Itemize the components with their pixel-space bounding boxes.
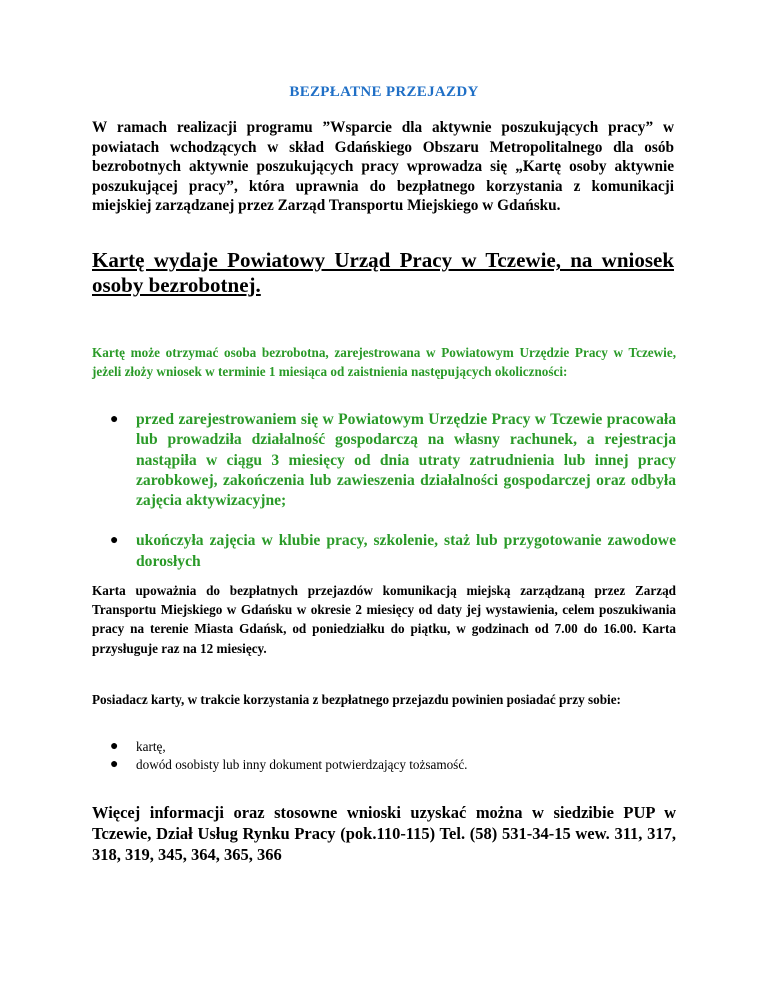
list-item-text: dowód osobisty lub inny dokument potwierdzający tożsamość. (136, 756, 468, 772)
condition-item (110, 531, 676, 572)
condition-text: przed zarejestrowaniem się w Powiatowym Urzędzie Pracy w Tczewie pracowała lub prowadziła działalność gospodarczą na własny rachunek, a rejestracja nastąpiła w ciągu 3 miesięcy od dnia utraty zatrudnienia lub innej pracy zarobkowej, zakończenia lub zawieszenia działalności gospodarczej oraz odbyła zajęcia aktywizacyjne; (136, 411, 676, 510)
headline-paragraph: Kartę wydaje Powiatowy Urząd Pracy w Tczewie, na wniosek osoby bezrobotnej. (92, 248, 674, 297)
bullet-icon: ● (110, 412, 119, 427)
card-info-paragraph: Karta upoważnia do bezpłatnych przejazdów komunikacją miejską zarządzaną przez Zarząd Transportu Miejskiego w Gdańsku w okresie 2 miesięcy od daty jej wystawienia, celem poszukiwania pracy na terenie Miasta Gdańsk, od poniedziałku do piątku, w godzinach od 7.00 do 16.00. Karta przysługuje raz na 12 miesięcy. (92, 583, 676, 656)
intro-paragraph: W ramach realizacji programu ”Wsparcie dla aktywnie poszukujących pracy” w powiatach wchodzących w skład Gdańskiego Obszaru Metropolitalnego dla osób bezrobotnych aktywnie poszukujących pracy wprowadza się „Kartę osoby aktywnie poszukującej pracy”, która uprawnia do bezpłatnego korzystania z komunikacji miejskiej zarządzanej przez Zarząd Transportu Miejskiego w Gdańsku. (92, 119, 674, 215)
list-item (110, 738, 670, 756)
list-item-text: kartę, (136, 739, 166, 754)
list-item (110, 756, 670, 774)
bullet-icon: ● (110, 756, 119, 772)
required-items-list (110, 738, 670, 773)
conditions-list (110, 410, 676, 592)
bullet-icon: ● (110, 533, 119, 549)
condition-text: ukończyła zajęcia w klubie pracy, szkolenie, staż lub przygotowanie zawodowe dorosłych (136, 532, 676, 570)
condition-item (110, 410, 676, 511)
holder-info-paragraph: Posiadacz karty, w trakcie korzystania z bezpłatnego przejazdu powinien posiadać przy sobie: (92, 692, 621, 707)
document-title: BEZPŁATNE PRZEJAZDY (289, 84, 479, 100)
bullet-icon: ● (110, 739, 119, 754)
eligibility-intro: Kartę może otrzymać osoba bezrobotna, zarejestrowana w Powiatowym Urzędzie Pracy w Tczewie, jeżeli złoży wniosek w terminie 1 miesiąca od zaistnienia następujących okoliczności: (92, 345, 676, 379)
more-info-paragraph: Więcej informacji oraz stosowne wnioski uzyskać można w siedzibie PUP w Tczewie, Dział Usług Rynku Pracy (pok.110-115) Tel. (58) 531-34-15 wew. 311, 317, 318, 319, 345, 364, 365, 366 (92, 803, 676, 864)
